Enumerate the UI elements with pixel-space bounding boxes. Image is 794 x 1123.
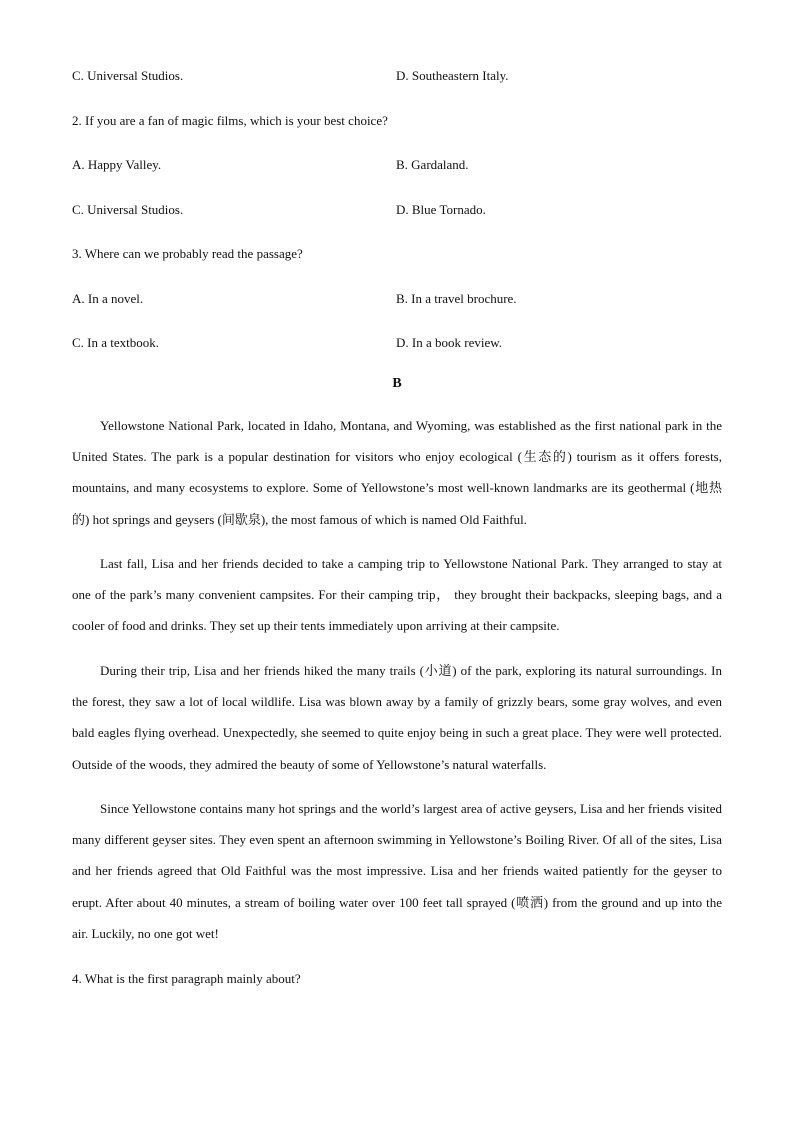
question-3-options-row-2 bbox=[72, 333, 722, 353]
passage-paragraph-2: Last fall, Lisa and her friends decided to take a camping trip to Yellowstone National Park. They arranged to stay at one of the park’s many convenient campsites. For their camping trip， they brought their backpacks, sleeping bags, and a cooler of food and drinks. They set up their tents immediately upon arriving at their campsite. bbox=[72, 556, 722, 634]
question-2-options-row-2 bbox=[72, 200, 722, 220]
q2-option-a[interactable]: A. Happy Valley. bbox=[72, 157, 162, 172]
passage-paragraph-4: Since Yellowstone contains many hot springs and the world’s largest area of active geysers, Lisa and her friends visited many different geyser sites. They even spent an afternoon swimming in Yellowstone’s Boiling River. Of all of the sites, Lisa and her friends agreed that Old Faithful was the most impressive. Lisa and her friends waited patiently for the geyser to erupt. After about 40 minutes, a stream of boiling water over 100 feet tall sprayed (喷洒) from the ground and up into the air. Luckily, no one got wet! bbox=[72, 801, 722, 941]
q1-option-c[interactable]: C. Universal Studios. bbox=[72, 68, 184, 83]
question-4-stem: 4. What is the first paragraph mainly about? bbox=[72, 971, 301, 986]
question-3-stem: 3. Where can we probably read the passage? bbox=[72, 246, 303, 261]
q1-option-d[interactable]: D. Southeastern Italy. bbox=[396, 68, 509, 83]
q3-option-d[interactable]: D. In a book review. bbox=[396, 335, 503, 350]
q3-option-a[interactable]: A. In a novel. bbox=[72, 291, 144, 306]
q2-option-b[interactable]: B. Gardaland. bbox=[396, 157, 469, 172]
q3-option-c[interactable]: C. In a textbook. bbox=[72, 335, 160, 350]
q2-option-d[interactable]: D. Blue Tornado. bbox=[396, 202, 486, 217]
question-1-options-row-2 bbox=[72, 66, 722, 86]
passage-paragraph-3: During their trip, Lisa and her friends hiked the many trails (小道) of the park, exploring its natural surroundings. In the forest, they saw a lot of local wildlife. Lisa was blown away by a family of grizzly bears, some gray wolves, and even bald eagles flying overhead. Unexpectedly, she seemed to quite enjoy being in such a great place. They were well protected. Outside of the woods, they admired the beauty of some of Yellowstone’s natural waterfalls. bbox=[72, 663, 722, 772]
q2-option-c[interactable]: C. Universal Studios. bbox=[72, 202, 184, 217]
section-b-title: B bbox=[392, 376, 402, 391]
passage-paragraph-1: Yellowstone National Park, located in Idaho, Montana, and Wyoming, was established as the first national park in the United States. The park is a popular destination for visitors who enjoy ecological (生态的) tourism as it offers forests, mountains, and many ecosystems to explore. Some of Yellowstone’s most well-known landmarks are its geothermal (地热的) hot springs and geysers (间歇泉), the most famous of which is named Old Faithful. bbox=[72, 418, 722, 527]
question-2-stem: 2. If you are a fan of magic films, which is your best choice? bbox=[72, 113, 388, 128]
question-2-options-row-1 bbox=[72, 155, 722, 175]
q3-option-b[interactable]: B. In a travel brochure. bbox=[396, 291, 517, 306]
question-3-options-row-1 bbox=[72, 289, 722, 309]
